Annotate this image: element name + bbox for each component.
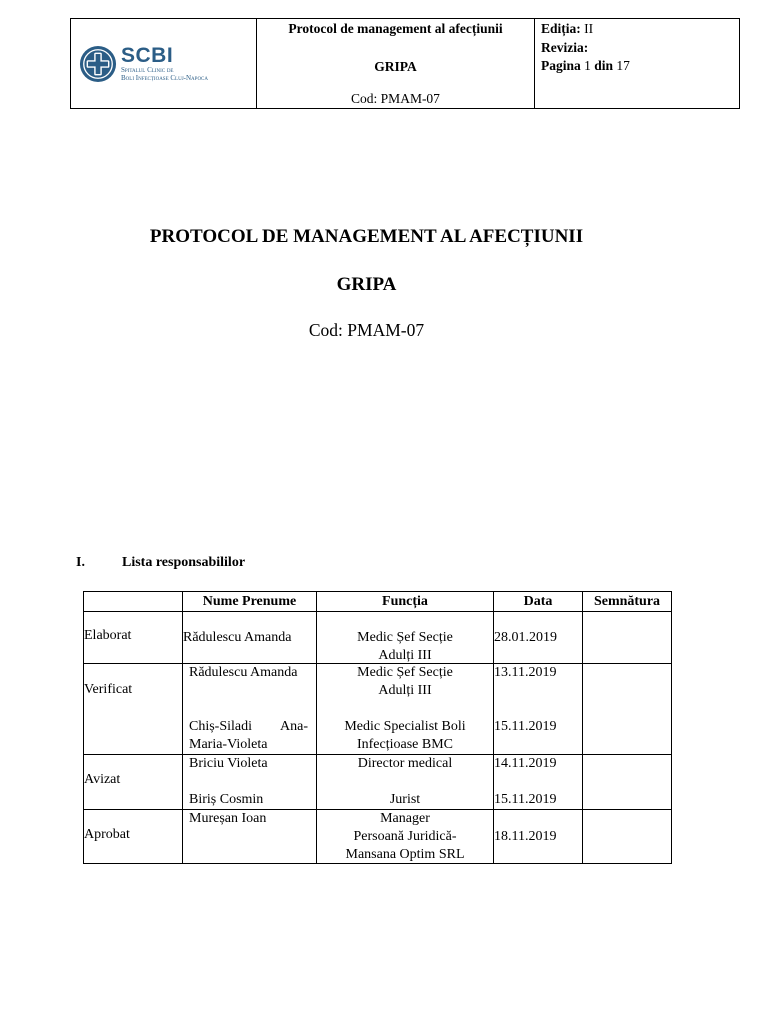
- function-cell: [317, 810, 494, 864]
- name-cell: [183, 612, 317, 664]
- name-cell: [183, 810, 317, 864]
- name-text: Biriș Cosmin: [189, 792, 264, 807]
- page-of-label: din: [594, 58, 614, 73]
- date-text: 15.11.2019: [494, 792, 557, 807]
- name-text: Maria-Violeta: [189, 737, 268, 752]
- date-text: 14.11.2019: [494, 756, 557, 771]
- name-text: Rădulescu Amanda: [183, 630, 292, 645]
- header-date: Data: [494, 592, 583, 612]
- header-function: Funcția: [317, 592, 494, 612]
- logo-subtitle-line1: Spitalul Clinic de: [121, 66, 174, 74]
- page-current: 1: [584, 58, 591, 73]
- date-text: 13.11.2019: [494, 665, 557, 680]
- row-label: [84, 664, 183, 755]
- header-signature: Semnătura: [583, 592, 672, 612]
- logo-name: SCBI: [121, 44, 174, 67]
- cross-emblem-icon: [79, 45, 117, 83]
- row-label-text: Verificat: [84, 682, 133, 697]
- signature-cell: [583, 755, 672, 810]
- function-line: Infecțioase BMC: [356, 737, 454, 752]
- page-total: 17: [616, 58, 630, 73]
- logo-cell: [71, 19, 257, 109]
- date-text: 15.11.2019: [494, 719, 557, 734]
- header-disease: GRIPA: [374, 59, 417, 74]
- logo-subtitle-line2: Boli Infecțioase Cluj-Napoca: [121, 74, 209, 82]
- section-number: I.: [76, 555, 85, 570]
- header-name: Nume Prenume: [183, 592, 317, 612]
- date-text: 28.01.2019: [494, 630, 557, 645]
- function-line: Jurist: [389, 792, 421, 807]
- row-label-text: Aprobat: [84, 827, 130, 842]
- function-line: Mansana Optim SRL: [345, 847, 465, 862]
- function-cell: [317, 612, 494, 664]
- name-text: Mureșan Ioan: [189, 811, 267, 826]
- name-cell: [183, 664, 317, 755]
- edition-label: Ediția:: [541, 21, 581, 36]
- document-subtitle: GRIPA: [336, 274, 397, 295]
- signature-cell: [583, 664, 672, 755]
- signature-cell: [583, 612, 672, 664]
- date-cell: [494, 810, 583, 864]
- date-text: 18.11.2019: [494, 829, 557, 844]
- function-line: Medic Șef Secție: [357, 665, 453, 680]
- header-meta-cell: [535, 19, 740, 109]
- function-cell: [317, 755, 494, 810]
- function-cell: [317, 664, 494, 755]
- name-text: Briciu Violeta: [189, 756, 268, 771]
- header-code: Cod: PMAM-07: [351, 91, 440, 106]
- name-cell: [183, 755, 317, 810]
- row-label-text: Elaborat: [84, 628, 132, 643]
- date-cell: [494, 664, 583, 755]
- table-row-elaborat: [84, 612, 672, 664]
- date-cell: [494, 755, 583, 810]
- name-text: Rădulescu Amanda: [189, 665, 298, 680]
- document-header-table: [70, 18, 740, 109]
- signature-cell: [583, 810, 672, 864]
- hospital-logo: [71, 19, 256, 108]
- row-label-text: Avizat: [84, 772, 121, 787]
- function-line: Persoană Juridică-: [353, 829, 457, 844]
- header-title: Protocol de management al afecțiunii: [288, 21, 503, 36]
- table-header-row: [84, 592, 672, 612]
- row-label: [84, 755, 183, 810]
- section-title: Lista responsabililor: [122, 555, 246, 570]
- function-line: Director medical: [357, 756, 453, 771]
- function-line: Medic Specialist Boli: [344, 719, 466, 734]
- header-empty: [84, 592, 183, 612]
- row-label: [84, 810, 183, 864]
- table-row-aprobat: [84, 810, 672, 864]
- function-line: Manager: [380, 811, 430, 826]
- date-cell: [494, 612, 583, 664]
- page-label: Pagina: [541, 58, 581, 73]
- table-row-avizat: [84, 755, 672, 810]
- revision-line: [541, 39, 739, 58]
- edition-line: [541, 20, 739, 39]
- page-line: [541, 57, 739, 76]
- header-title-cell: [257, 19, 535, 109]
- document-title: PROTOCOL DE MANAGEMENT AL AFECȚIUNII: [149, 226, 584, 247]
- section-heading: [76, 555, 245, 571]
- name-text: Chiș-Siladi Ana-: [189, 719, 308, 734]
- table-row-verificat: [84, 664, 672, 755]
- function-line: Adulți III: [378, 683, 432, 698]
- function-line: Adulți III: [378, 648, 432, 663]
- responsibles-table: [83, 591, 672, 864]
- revision-label: Revizia:: [541, 39, 589, 55]
- function-line: Medic Șef Secție: [357, 630, 453, 645]
- row-label: [84, 612, 183, 664]
- edition-value: II: [584, 21, 594, 36]
- document-code: Cod: PMAM-07: [308, 320, 425, 340]
